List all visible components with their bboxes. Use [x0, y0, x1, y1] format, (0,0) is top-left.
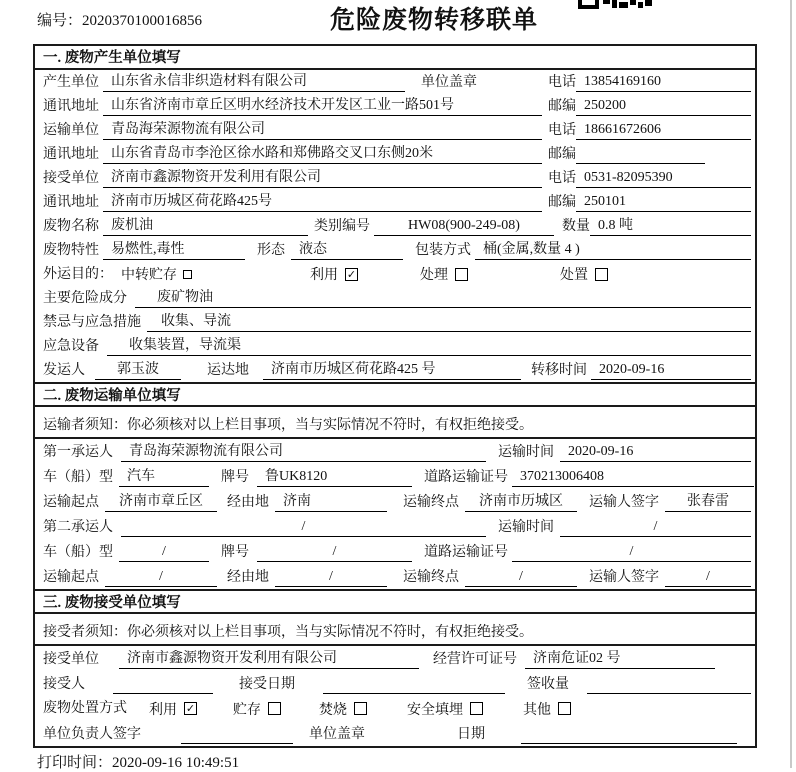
purpose-option-dispose — [560, 264, 608, 284]
row-transporter — [35, 118, 755, 142]
unit-seal-label: 单位盖章 — [421, 75, 477, 90]
form-value: 液态 — [291, 241, 403, 260]
transporter-phone: 18661672606 — [576, 121, 751, 140]
equipment-label: 应急设备 — [43, 339, 99, 354]
row-producer-address — [35, 94, 755, 118]
transporter-address-group — [43, 145, 548, 164]
unit-seal-label: 单位盖章 — [309, 727, 365, 742]
row-disposal — [35, 696, 755, 721]
transport-time-label: 运输时间 — [498, 445, 554, 460]
checkbox-icon — [558, 702, 571, 715]
receiver-label: 接受单位 — [43, 171, 99, 186]
vehicle2-value: / — [119, 543, 209, 562]
row-waste-name — [35, 214, 755, 238]
transfer-time-value: 2020-09-16 — [591, 361, 751, 380]
plate-label: 牌号 — [221, 545, 249, 560]
quantity-label: 数量 — [562, 219, 590, 234]
carrier1-time: 2020-09-16 — [560, 443, 751, 462]
plate2-value: / — [257, 543, 412, 562]
row-manager-sign — [35, 721, 755, 746]
serial-value: 2020370100016856 — [82, 13, 203, 29]
row-hazard — [35, 286, 755, 310]
via-label: 经由地 — [227, 570, 269, 585]
accept-unit-label: 接受单位 — [43, 652, 99, 667]
address-label: 通讯地址 — [43, 147, 99, 162]
received-qty-label: 签收量 — [527, 677, 569, 692]
disposal-option-other — [523, 699, 571, 719]
carrier2-label: 第二承运人 — [43, 520, 113, 535]
permit-label: 道路运输证号 — [424, 470, 508, 485]
destination-label: 运达地 — [207, 363, 249, 378]
print-time — [37, 751, 239, 772]
section1-title: 一. 废物产生单位填写 — [35, 46, 755, 70]
checkbox-icon — [595, 268, 608, 281]
disposal-option-incinerate — [319, 699, 367, 719]
recipient-value — [113, 675, 213, 694]
via2-value: / — [275, 568, 387, 587]
row-accept-unit — [35, 646, 755, 671]
carrier2-value: / — [121, 518, 486, 537]
precautions-label: 禁忌与应急措施 — [43, 315, 141, 330]
vehicle-label: 车（船）型 — [43, 545, 113, 560]
carrier2-time: / — [560, 518, 751, 537]
origin2-value: / — [105, 568, 217, 587]
disposal-option-use — [149, 699, 197, 719]
producer-label: 产生单位 — [43, 75, 99, 90]
recipient-label: 接受人 — [43, 677, 85, 692]
serial-label: 编号： — [37, 13, 83, 29]
section-transport — [35, 382, 755, 589]
row-shipper — [35, 358, 755, 382]
transporter-label: 运输单位 — [43, 123, 99, 138]
sign1-value: 张春雷 — [665, 493, 751, 512]
hazard-value: 废矿物油 — [135, 289, 751, 308]
row-recipient — [35, 671, 755, 696]
license-value: 济南危证02 号 — [525, 650, 715, 669]
terminus-label: 运输终点 — [403, 570, 459, 585]
checkbox-icon — [455, 268, 468, 281]
row-equipment — [35, 334, 755, 358]
zip-label: 邮编 — [548, 147, 576, 162]
section3-title: 三. 废物接受单位填写 — [35, 589, 755, 614]
via-label: 经由地 — [227, 495, 269, 510]
phone-label: 电话 — [548, 171, 576, 186]
packaging-value: 桶(金属,数量 4 ) — [475, 241, 751, 260]
producer-phone: 13854169160 — [576, 73, 751, 92]
checkbox-label: 利用 — [149, 702, 177, 718]
sign2-value: / — [665, 568, 751, 587]
receiver-address-group — [43, 193, 548, 212]
row-vehicle1 — [35, 464, 755, 489]
carrier1-label: 第一承运人 — [43, 445, 113, 460]
characteristics-label: 废物特性 — [43, 243, 99, 258]
checkbox-checked-icon: ✓ — [185, 702, 196, 715]
accept-date-label: 接受日期 — [239, 677, 295, 692]
plate1-value: 鲁UK8120 — [257, 468, 412, 487]
origin-label: 运输起点 — [43, 570, 99, 585]
terminus-label: 运输终点 — [403, 495, 459, 510]
row-route2 — [35, 564, 755, 589]
precautions-value: 收集、导流 — [147, 313, 751, 332]
checkbox-label: 利用 — [310, 268, 338, 283]
purpose-option-treat — [420, 264, 468, 284]
transporter-group — [43, 121, 548, 140]
transporter-notice: 运输者须知：你必须核对以上栏目事项，当与实际情况不符时，有权拒绝接受。 — [35, 407, 755, 439]
print-time-label: 打印时间： — [37, 755, 113, 771]
disposal-label: 废物处置方式 — [43, 701, 127, 716]
receiver-address: 济南市历城区荷花路425号 — [103, 193, 542, 212]
section-producer — [35, 46, 755, 382]
equipment-value: 收集装置，导流渠 — [107, 337, 751, 356]
address-label: 通讯地址 — [43, 99, 99, 114]
destination-value: 济南市历城区荷花路425 号 — [263, 361, 521, 380]
purpose-option-use — [310, 264, 358, 284]
producer-zip: 250200 — [576, 97, 751, 116]
row-carrier2 — [35, 514, 755, 539]
plate-label: 牌号 — [221, 470, 249, 485]
row-purpose — [35, 262, 755, 286]
form-label: 形态 — [257, 243, 285, 258]
checkbox-label: 贮存 — [233, 702, 261, 718]
accept-date-value — [323, 675, 505, 694]
checkbox-icon — [354, 702, 367, 715]
producer-group — [43, 73, 548, 92]
waste-name: 废机油 — [103, 217, 308, 236]
producer-address: 山东省济南市章丘区明水经济技术开发区工业一路501号 — [103, 97, 542, 116]
address-label: 通讯地址 — [43, 195, 99, 210]
sign-label: 运输人签字 — [589, 495, 659, 510]
qr-code-fragment — [578, 0, 652, 10]
date-value — [521, 725, 737, 744]
checkbox-label: 焚烧 — [319, 702, 347, 718]
checkbox-label: 中转贮存 — [121, 268, 177, 283]
row-vehicle2 — [35, 539, 755, 564]
category-code: HW08(900-249-08) — [374, 217, 554, 236]
producer-value: 山东省永信非织造材料有限公司 — [103, 73, 405, 92]
manager-sign-value — [181, 725, 293, 744]
category-label: 类别编号 — [314, 219, 370, 234]
vehicle-label: 车（船）型 — [43, 470, 113, 485]
manager-sign-label: 单位负责人签字 — [43, 727, 141, 742]
row-receiver-address — [35, 190, 755, 214]
row-characteristics — [35, 238, 755, 262]
terminus1-value: 济南市历城区 — [465, 493, 577, 512]
phone-label: 电话 — [548, 75, 576, 90]
zip-label: 邮编 — [548, 99, 576, 114]
producer-address-group — [43, 97, 548, 116]
transport-time-label: 运输时间 — [498, 520, 554, 535]
transporter-value: 青岛海荣源物流有限公司 — [103, 121, 542, 140]
checkbox-label: 安全填埋 — [407, 702, 463, 718]
carrier1-value: 青岛海荣源物流有限公司 — [121, 443, 486, 462]
via1-value: 济南 — [275, 493, 387, 512]
checkbox-icon — [470, 702, 483, 715]
receiver-phone: 0531-82095390 — [576, 169, 751, 188]
purpose-label: 外运目的： — [43, 266, 113, 282]
row-precautions — [35, 310, 755, 334]
serial-number — [37, 9, 202, 30]
checkbox-checked-icon: ✓ — [346, 267, 357, 281]
shipper-label: 发运人 — [43, 363, 85, 378]
disposal-option-landfill — [407, 699, 483, 719]
transporter-zip — [576, 145, 705, 164]
waste-name-label: 废物名称 — [43, 219, 99, 234]
transfer-time-label: 转移时间 — [531, 363, 587, 378]
hazard-label: 主要危险成分 — [43, 291, 127, 306]
receiver-group — [43, 169, 548, 188]
shipper-value: 郭玉波 — [95, 361, 181, 380]
row-transporter-address — [35, 142, 755, 166]
receiver-zip: 250101 — [576, 193, 751, 212]
license-label: 经营许可证号 — [433, 652, 517, 667]
date-label: 日期 — [457, 727, 485, 742]
permit-label: 道路运输证号 — [424, 545, 508, 560]
section2-title: 二. 废物运输单位填写 — [35, 382, 755, 407]
phone-label: 电话 — [548, 123, 576, 138]
section-receiver — [35, 589, 755, 746]
checkbox-label: 其他 — [523, 702, 551, 718]
receiver-notice: 接受者须知：你必须核对以上栏目事项，当与实际情况不符时，有权拒绝接受。 — [35, 614, 755, 646]
checkbox-label: 处理 — [420, 268, 448, 283]
page-title: 危险废物转移联单 — [330, 7, 539, 34]
characteristics-value: 易燃性,毒性 — [103, 241, 245, 260]
permit1-value: 370213006408 — [512, 468, 754, 487]
origin-label: 运输起点 — [43, 495, 99, 510]
form-table — [33, 44, 757, 748]
sign-label: 运输人签字 — [589, 570, 659, 585]
purpose-option-transfer — [121, 264, 192, 284]
accept-unit-value: 济南市鑫源物资开发利用有限公司 — [119, 650, 419, 669]
zip-label: 邮编 — [548, 195, 576, 210]
packaging-label: 包装方式 — [415, 243, 471, 258]
disposal-option-store — [233, 699, 281, 719]
permit2-value: / — [512, 543, 751, 562]
quantity-value: 0.8 吨 — [590, 217, 751, 236]
scan-edge-line — [790, 0, 792, 768]
row-carrier1 — [35, 439, 755, 464]
vehicle1-value: 汽车 — [119, 468, 209, 487]
row-route1 — [35, 489, 755, 514]
row-receiver — [35, 166, 755, 190]
received-qty-value — [587, 675, 751, 694]
checkbox-icon — [268, 702, 281, 715]
origin1-value: 济南市章丘区 — [105, 493, 217, 512]
terminus2-value: / — [465, 568, 577, 587]
row-producer — [35, 70, 755, 94]
transporter-address: 山东省青岛市李沧区徐水路和郑佛路交叉口东侧20米 — [103, 145, 542, 164]
checkbox-icon — [183, 270, 192, 279]
checkbox-label: 处置 — [560, 268, 588, 283]
print-time-value: 2020-09-16 10:49:51 — [112, 755, 240, 771]
receiver-value: 济南市鑫源物资开发利用有限公司 — [103, 169, 542, 188]
